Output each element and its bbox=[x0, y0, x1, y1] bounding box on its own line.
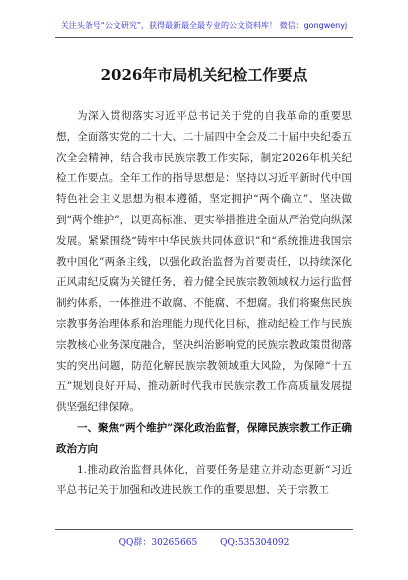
document-title: 2026年市局机关纪检工作要点 bbox=[100, 66, 308, 84]
header-banner: 关注头条号“公文研究”，获得最新最全最专业的公文资料库！ 微信：gongwenyj bbox=[60, 21, 348, 30]
section1-paragraph-1: 1.推动政治监督具体化，首要任务是建立并动态更新“习近平总书记关于加强和改进民族工作的重要思想、关于宗教工 bbox=[56, 463, 352, 497]
footer-divider bbox=[55, 529, 353, 530]
document-body bbox=[56, 106, 352, 501]
footer-qq-group: QQ群：30265665 bbox=[118, 538, 198, 548]
header-divider bbox=[55, 37, 353, 38]
section-heading-1: 一、聚焦“两个维护”深化政治监督，保障民族宗教工作正确政治方向 bbox=[56, 421, 352, 455]
intro-paragraph: 为深入贯彻落实习近平总书记关于党的自我革命的重要思想，全面落实党的二十大、二十届四中全会及二十届中央纪委五次全会精神，结合我市民族宗教工作实际，制定2026年机关纪检工作要点。全年工作的指导思想是：坚持以习近平新时代中国特色社会主义思想为根本遵循，坚定拥护“两个确立”、坚决做到“两个维护”，以更高标准、更实举措推进全面从严治党向纵深发展。紧紧围绕“铸牢中华民族共同体意识”和“系统推进我国宗教中国化”两条主线，以强化政治监督为首要责任，以持续深化正风肃纪反腐为关键任务，着力健全民族宗教领域权力运行监督制约体系，一体推进不敢腐、不能腐、不想腐。我们将聚焦民族宗教事务治理体系和治理能力现代化目标，推动纪检工作与民族宗教核心业务深度融合，坚决纠治影响党的民族宗教政策贯彻落实的突出问题，防范化解民族宗教领域重大风险，为保障“十五五”规划良好开局、推动新时代我市民族宗教工作高质量发展提供坚强纪律保障。 bbox=[56, 110, 352, 414]
footer-qq-contact: QQ:535304092 bbox=[220, 538, 290, 548]
footer bbox=[0, 535, 408, 548]
